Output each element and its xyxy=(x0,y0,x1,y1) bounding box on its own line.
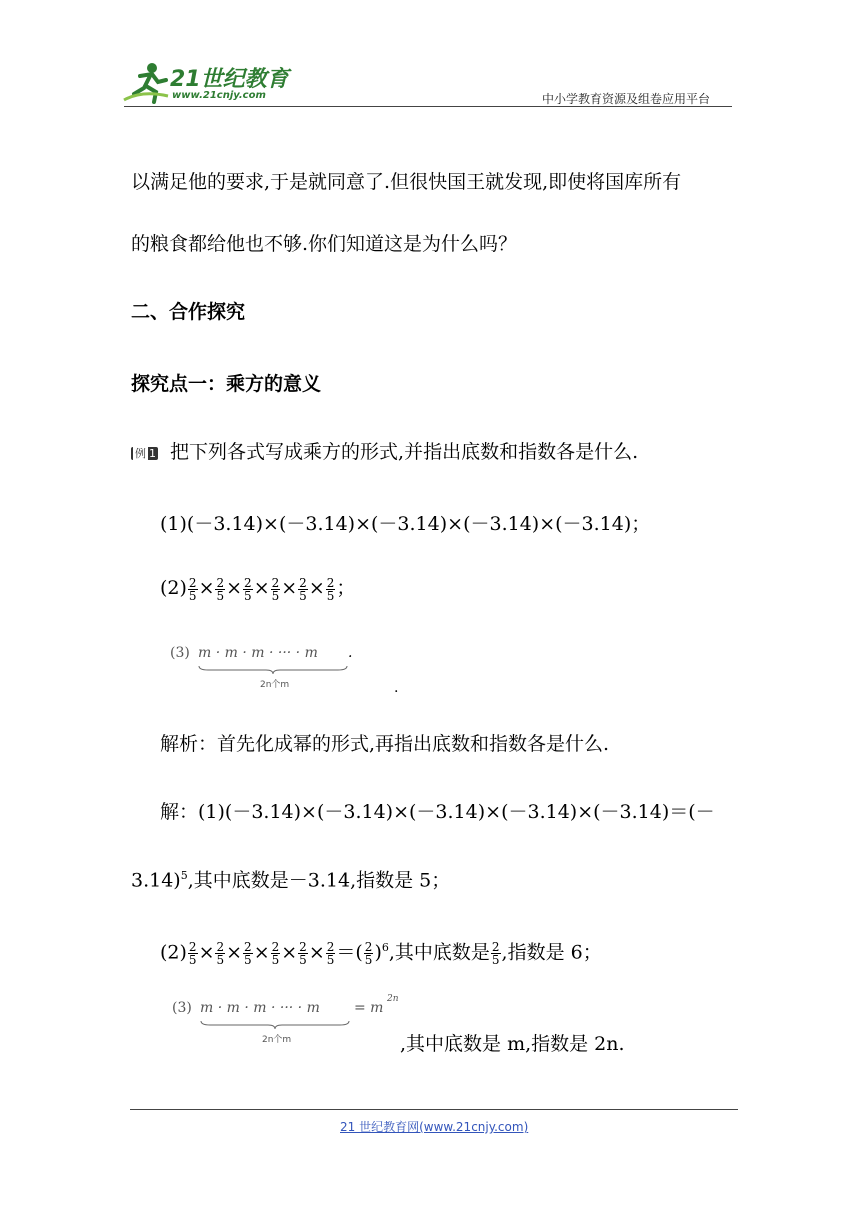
item-3-brace-label: 2n个m xyxy=(260,680,290,690)
section-title: 二、合作探究 xyxy=(131,301,246,323)
sol-3-expr: m · m · m · ··· · m xyxy=(200,1000,320,1016)
paragraph-line-2: 的粮食都给他也不够.你们知道这是为什么吗？ xyxy=(131,233,518,255)
item-2: (2) $\frac{2}{5}$ × $\frac{2}{5}$ × $\frac{2}{5}$ × $\frac{2}{5}$ × $\frac{2}{5}$ × $\frac{2}{5}$ ； xyxy=(160,575,356,603)
footer-divider xyxy=(130,1109,738,1110)
item-3-expr: m · m · m · ··· · m xyxy=(198,645,318,661)
paragraph-line-1: 以满足他的要求,于是就同意了.但很快国王就发现,即使将国库所有 xyxy=(131,171,682,193)
example-text: 把下列各式写成乘方的形式,并指出底数和指数各是什么. xyxy=(170,441,639,463)
solution-2: (2) $\frac{2}{5}$ × $\frac{2}{5}$ × $\frac{2}{5}$ × $\frac{2}{5}$ × $\frac{2}{5}$ × $\frac{2}{5}$ ＝( $\frac{2}{5}$ )$^6$,其中底数是 $\frac{2}{5}$ ,指数是 6； xyxy=(160,939,602,967)
header-divider xyxy=(124,106,732,107)
item-3-label: (3) xyxy=(170,645,190,661)
item-3-end: . xyxy=(348,645,353,661)
sol-3-exp: 2n xyxy=(387,994,399,1004)
underbrace-icon xyxy=(200,1020,350,1030)
sol-3-brace-label: 2n个m xyxy=(262,1035,292,1045)
item-3-formula xyxy=(170,645,390,689)
example-1 xyxy=(131,440,638,464)
footer-link[interactable]: 21 世纪教育网(www.21cnjy.com) xyxy=(340,1120,529,1134)
item-3-trailing-dot: . xyxy=(394,680,399,696)
logo-main-text: 21世纪教育 xyxy=(170,67,289,92)
item-1: (1)(－3.14)×(－3.14)×(－3.14)×(－3.14)×(－3.14)； xyxy=(160,513,651,535)
solution-1-line-a: 解：(1)(－3.14)×(－3.14)×(－3.14)×(－3.14)×(－3.14)＝(－ xyxy=(160,801,715,823)
runner-logo-icon xyxy=(122,60,170,104)
sol-3-eq: = m xyxy=(354,1000,384,1016)
solution-3-text: ,其中底数是 m,指数是 2n. xyxy=(400,1033,625,1055)
logo-url-text: www.21cnjy.com xyxy=(172,90,266,101)
sol-3-label: (3) xyxy=(172,1000,192,1016)
example-badge: 例 1 xyxy=(131,447,158,460)
solution-3-formula xyxy=(172,994,402,1046)
analysis: 解析：首先化成幂的形式,再指出底数和指数各是什么. xyxy=(160,733,610,755)
subsection-title: 探究点一：乘方的意义 xyxy=(131,373,322,395)
underbrace-icon xyxy=(198,665,348,675)
solution-1-line-b: 3.14)$^5$,其中底数是－3.14,指数是 5； xyxy=(131,869,451,892)
header-logo xyxy=(122,60,292,104)
header-right-text: 中小学教育资源及组卷应用平台 xyxy=(542,92,711,106)
